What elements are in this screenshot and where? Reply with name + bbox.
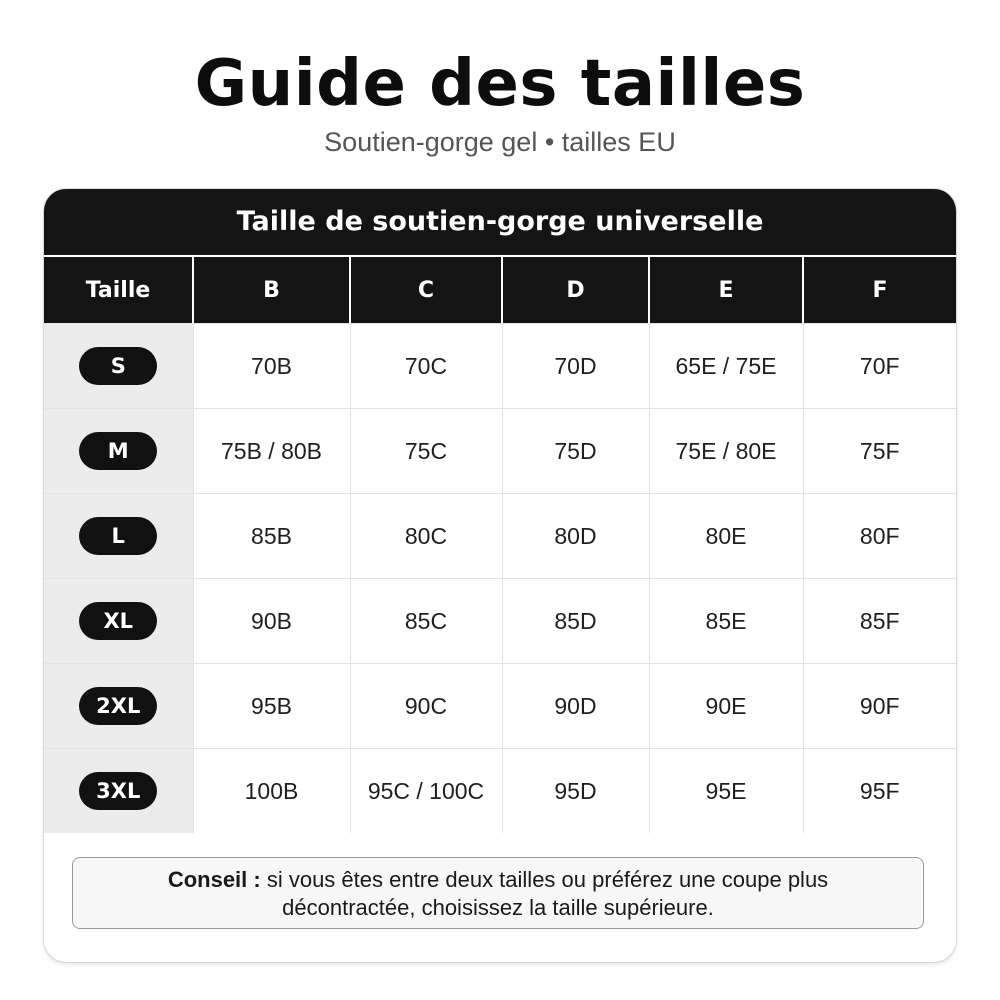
tip-box xyxy=(72,857,924,929)
table-cell: 75D xyxy=(502,409,649,494)
size-badge: XL xyxy=(79,602,157,640)
tip-label: Conseil : xyxy=(167,867,261,892)
table-cell: 75F xyxy=(803,409,956,494)
table-cell: 70B xyxy=(193,324,350,409)
table-caption: Taille de soutien-gorge universelle xyxy=(44,189,956,255)
tip-line-1 xyxy=(73,866,923,894)
table-cell: 90F xyxy=(803,664,956,749)
table-cell: 75E / 80E xyxy=(649,409,803,494)
table-header-row xyxy=(44,256,956,324)
size-cell xyxy=(44,494,193,579)
table-cell: 75B / 80B xyxy=(193,409,350,494)
size-cell xyxy=(44,579,193,664)
size-table xyxy=(44,255,956,833)
size-cell xyxy=(44,749,193,834)
table-cell: 85F xyxy=(803,579,956,664)
table-row xyxy=(44,749,956,834)
table-cell: 70F xyxy=(803,324,956,409)
size-badge: M xyxy=(79,432,157,470)
table-cell: 85E xyxy=(649,579,803,664)
column-header-b: B xyxy=(193,256,350,324)
column-header-taille: Taille xyxy=(44,256,193,324)
size-cell xyxy=(44,409,193,494)
table-cell: 80F xyxy=(803,494,956,579)
table-cell: 75C xyxy=(350,409,502,494)
page-title: Guide des tailles xyxy=(194,47,806,121)
table-cell: 95C / 100C xyxy=(350,749,502,834)
size-badge: 3XL xyxy=(79,772,157,810)
table-cell: 90C xyxy=(350,664,502,749)
table-cell: 80E xyxy=(649,494,803,579)
table-cell: 65E / 75E xyxy=(649,324,803,409)
table-row xyxy=(44,494,956,579)
table-cell: 95E xyxy=(649,749,803,834)
table-cell: 95D xyxy=(502,749,649,834)
table-cell: 95B xyxy=(193,664,350,749)
table-row xyxy=(44,579,956,664)
table-cell: 85D xyxy=(502,579,649,664)
table-cell: 90E xyxy=(649,664,803,749)
size-badge: L xyxy=(79,517,157,555)
table-cell: 90B xyxy=(193,579,350,664)
size-badge: 2XL xyxy=(79,687,157,725)
table-cell: 80D xyxy=(502,494,649,579)
table-cell: 80C xyxy=(350,494,502,579)
tip-line-2: décontractée, choisissez la taille supérieure. xyxy=(282,895,714,920)
table-row xyxy=(44,409,956,494)
table-cell: 90D xyxy=(502,664,649,749)
table-row xyxy=(44,664,956,749)
size-badge: S xyxy=(79,347,157,385)
table-cell: 85C xyxy=(350,579,502,664)
column-header-e: E xyxy=(649,256,803,324)
tip-text-1: si vous êtes entre deux tailles ou préférez une coupe plus xyxy=(260,867,829,892)
table-cell: 95F xyxy=(803,749,956,834)
column-header-d: D xyxy=(502,256,649,324)
table-cell: 70D xyxy=(502,324,649,409)
table-row xyxy=(44,324,956,409)
column-header-f: F xyxy=(803,256,956,324)
column-header-c: C xyxy=(350,256,502,324)
size-cell xyxy=(44,324,193,409)
table-cell: 85B xyxy=(193,494,350,579)
page-subtitle: Soutien-gorge gel • tailles EU xyxy=(324,127,676,157)
size-cell xyxy=(44,664,193,749)
size-table-card xyxy=(44,189,956,962)
table-cell: 70C xyxy=(350,324,502,409)
table-cell: 100B xyxy=(193,749,350,834)
